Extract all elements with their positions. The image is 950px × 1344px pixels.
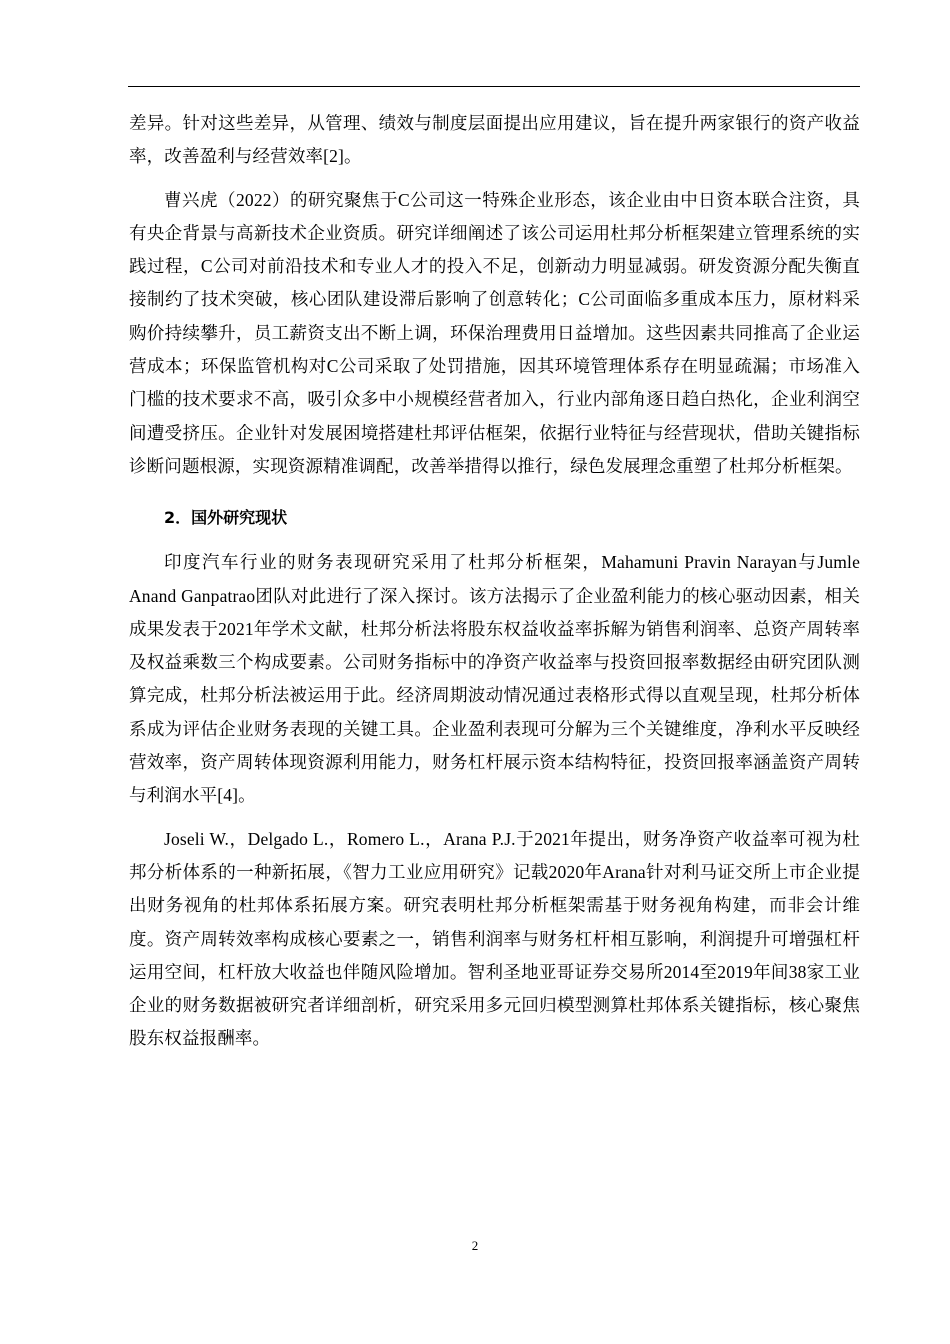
paragraph-india-auto-study: 印度汽车行业的财务表现研究采用了杜邦分析框架，Mahamuni Pravin Narayan与Jumle Anand Ganpatrao团队对此进行了深入探讨。该方法揭示了企业盈利能力的核心驱动因素，相关成果发表于2021年学术文献，杜邦分析法将股东权益收益率拆解为销售利润率、总资产周转率及权益乘数三个构成要素。公司财务指标中的净资产收益率与投资回报率数据经由研究团队测算完成，杜邦分析法被运用于此。经济周期波动情况通过表格形式得以直观呈现，杜邦分析体系成为评估企业财务表现的关键工具。企业盈利表现可分解为三个关键维度，净利水平反映经营效率，资产周转体现资源利用能力，财务杠杆展示资本结构特征，投资回报率涵盖资产周转与利润水平[4]。 xyxy=(129,552,860,806)
document-body xyxy=(129,107,860,1056)
page-number: 2 xyxy=(471,1238,479,1253)
paragraph-continuation: 差异。针对这些差异，从管理、绩效与制度层面提出应用建议，旨在提升两家银行的资产收益率，改善盈利与经营效率[2]。 xyxy=(129,113,860,167)
paragraph-cao-xinghu-study: 曹兴虎（2022）的研究聚焦于C公司这一特殊企业形态，该企业由中日资本联合注资，具有央企背景与高新技术企业资质。研究详细阐述了该公司运用杜邦分析框架建立管理系统的实践过程，C公司对前沿技术和专业人才的投入不足，创新动力明显减弱。研发资源分配失衡直接制约了技术突破，核心团队建设滞后影响了创意转化；C公司面临多重成本压力，原材料采购价持续攀升，员工薪资支出不断上调，环保治理费用日益增加。这些因素共同推高了企业运营成本；环保监管机构对C公司采取了处罚措施，因其环境管理体系存在明显疏漏；市场准入门槛的技术要求不高，吸引众多中小规模经营者加入，行业内部角逐日趋白热化，企业利润空间遭受挤压。企业针对发展困境搭建杜邦评估框架，依据行业特征与经营现状，借助关键指标诊断问题根源，实现资源精准调配，改善举措得以推行，绿色发展理念重塑了杜邦分析框架。 xyxy=(129,189,860,476)
paragraph-joseli-study: Joseli W.，Delgado L.，Romero L.，Arana P.J.于2021年提出，财务净资产收益率可视为杜邦分析体系的一种新拓展，《智力工业应用研究》记载2020年Arana针对利马证交所上市企业提出财务视角的杜邦体系拓展方案。研究表明杜邦分析框架需基于财务视角构建，而非会计维度。资产周转效率构成核心要素之一，销售利润率与财务杠杆相互影响，利润提升可增强杠杆运用空间，杠杆放大收益也伴随风险增加。智利圣地亚哥证券交易所2014至2019年间38家工业企业的财务数据被研究者详细剖析，研究采用多元回归模型测算杜邦体系关键指标，核心聚焦股东权益报酬率。 xyxy=(129,828,860,1049)
header-rule xyxy=(128,86,860,87)
section-heading-foreign-research: 2．国外研究现状 xyxy=(164,508,288,528)
